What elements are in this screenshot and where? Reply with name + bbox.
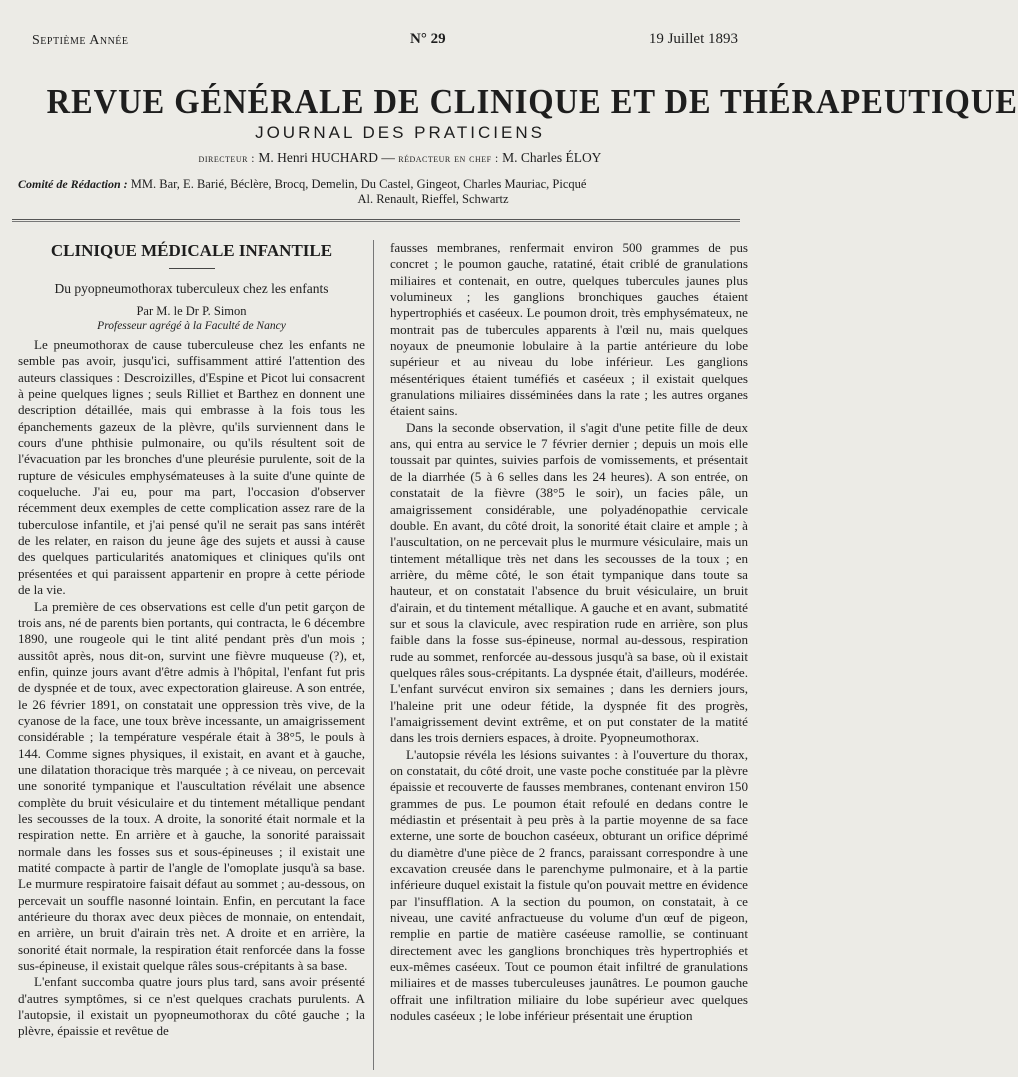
paragraph: L'autopsie révéla les lésions suivantes : à l'ouverture du thorax, on constatait, du côté droit, une vaste poche constituée par la plèvre épaissie et recouverte de fausses membranes, contenant environ 150 grammes de pus. Le poumon était refoulé en dedans contre le médiastin et présentait à peu près à la partie moyenne de sa face externe, une sorte de bouchon caséeux, obturant un orifice déprimé du diamètre d'une pièce de 2 francs, paraissant correspondre à une excavation creusée dans le parenchyme pulmonaire, et à la partie inférieure duquel existait la fistule qu'on pouvait mettre en évidence par l'insufflation. A la section du poumon, on constatait, à ce niveau, une cavité anfractueuse du volume d'un œuf de pigeon, remplie en partie de matière caséeuse ramollie, se continuant directement avec les ganglions bronchiques très hypertrophiés et eux-mêmes caséeux. Tout ce poumon était infiltré de granulations miliaires et de masses tuberculeuses jaunâtres. Le poumon gauche offrait une infiltration miliaire du lobe supérieur avec quelques nodules caséeux ; le lobe inférieur présentait une éruption <box>390 746 748 1024</box>
direction-dash: — <box>381 150 395 165</box>
editor-label: rédacteur en chef : <box>398 153 499 165</box>
paragraph: La première de ces observations est celle d'un petit garçon de trois ans, né de parents bien portants, qui contracta, le 6 décembre 1890, une rougeole qui le tint alité pendant près d'un mois ; aussitôt après, nous dit-on, survint une fièvre muqueuse (?), et, enfin, quinze jours avant d'être admis à l'hôpital, l'enfant fut pris de dyspnée et de toux, avec expectoration glaireuse. A son entrée, le 26 février 1891, on constatait une oppression très vive, de la cyanose de la face, une toux brève incessante, un amaigrissement considérable ; la température vespérale était à 38°5, le pouls à 144. Comme signes physiques, il existait, en avant et à gauche, une dilatation thoracique très marquée ; à ce niveau, on percevait une sonorité tympanique et l'auscultation révélait une absence complète du bruit vésiculaire et du tintement métallique pendant les secousses de la toux. A droite, la sonorité était normale et la respiration nette. En arrière et à gauche, la sonorité paraissait normale dans les fosses sus et sous-épineuses ; il existait une matité compacte à partir de l'angle de l'omoplate jusqu'à sa base. Le murmure respiratoire faisait défaut au sommet ; au-dessous, on percevait un souffle nasonné lointain. Enfin, en percutant la face antérieure du thorax avec deux pièces de monnaie, on entendait, en arrière, un bruit d'airain très net. A droite et en arrière, la sonorité était normale, la respiration était renforcée dans la fosse sus-épineuse, il existait quelque râles sous-crépitants à sa base. <box>18 598 365 974</box>
issue-date: 19 Juillet 1893 <box>648 31 738 47</box>
journal-title: REVUE GÉNÉRALE DE CLINIQUE ET DE THÉRAPEUTIQUE <box>46 82 1018 121</box>
committee-label: Comité de Rédaction : <box>18 177 128 191</box>
committee-members-line1: MM. Bar, E. Barié, Béclère, Brocq, Demelin, Du Castel, Gingeot, Charles Mauriac, Picqué <box>130 177 587 191</box>
author-affiliation: Professeur agrégé à la Faculté de Nancy <box>97 320 286 332</box>
section-title: CLINIQUE MÉDICALE INFANTILE <box>50 241 333 260</box>
direction-line <box>20 150 780 166</box>
paragraph: Le pneumothorax de cause tuberculeuse chez les enfants ne semble pas avoir, jusqu'ici, suffisamment attiré l'attention des auteurs classiques : Descroizilles, d'Espine et Picot lui consacrent à peine quelques lignes ; seuls Rilliet et Barthez en donnent une description détaillée, mais qui embrasse à la fois tous les épanchements gazeux de la plèvre, qu'ils surviennent dans le cours d'une phthisie pulmonaire, ou qu'ils résultent soit de l'évacuation par les bronches d'une pleurésie purulente, soit de la rupture de vésicules emphysémateuses à la suite d'une quinte de coqueluche. J'ai eu, pour ma part, l'occasion d'observer récemment deux exemples de cette complication assez rare de la tuberculose infantile, et j'ai pensé qu'il ne serait pas sans intérêt de les relater, en raison du jeune âge des sujets et aussi à cause des quelques particularités anatomiques et cliniques qu'ils ont présentées et qui paraissent appartenir en propre à cette période de la vie. <box>18 337 365 598</box>
left-column <box>18 240 365 1040</box>
director-name: M. Henri HUCHARD <box>258 150 379 165</box>
header-rule <box>12 219 740 222</box>
issue-header <box>32 31 740 51</box>
section-rule <box>169 268 215 269</box>
editorial-committee <box>18 177 788 207</box>
paragraph: L'enfant succomba quatre jours plus tard, sans avoir présenté d'autres symptômes, si ce n'est quelques crachats purulents. A l'autopsie, il existait un pyopneumothorax du côté gauche ; la plèvre, épaissie et revêtue de <box>18 974 365 1039</box>
journal-subtitle: JOURNAL DES PRATICIENS <box>255 123 545 142</box>
column-divider <box>373 240 374 1070</box>
paragraph: Dans la seconde observation, il s'agit d'une petite fille de deux ans, qui entra au service le 7 février dernier ; depuis un mois elle toussait par quintes, suivies parfois de vomissements, et présentait de la diarrhée (5 à 6 selles dans les 24 heures). A son entrée, on constatait de la fièvre (38°5 le soir), un facies pâle, un amaigrissement considérable, une polyadénopathie cervicale double. En avant, du côté droit, la sonorité était claire et ample ; à l'auscultation, on ne percevait plus le murmure vésiculaire, mais un tintement métallique très net dans les secousses de la toux ; en arrière, du même côté, le son était tympanique dans toute sa hauteur, et on constatait l'absence du bruit vésiculaire, un bruit d'airain, et du tintement métallique. A gauche et en avant, submatité sur et sous la clavicule, avec respiration rude en arrière, son plus faible dans la fosse sus-épineuse, normal au-dessous, respiration rude au sommet, renforcée au-dessous jusqu'à sa base, où il existait quelques râles sous-crépitants. La dyspnée était, d'ailleurs, modérée. L'enfant survécut environ six semaines ; dans les derniers jours, l'haleine prit une odeur fétide, la dyspnée fit des progrès, l'amaigrissement devint extrême, et on put constater de la matité dans les trois derniers espaces, à droite. Pyopneumothorax. <box>390 419 748 746</box>
article-byline: Par M. le Dr P. Simon <box>136 304 247 318</box>
editor-name: M. Charles ÉLOY <box>502 150 602 165</box>
director-label: directeur : <box>198 153 256 165</box>
article-title: Du pyopneumothorax tuberculeux chez les enfants <box>54 281 329 296</box>
paragraph: fausses membranes, renfermait environ 500 grammes de pus concret ; le poumon gauche, ratatiné, était criblé de granulations miliaires et contenait, en outre, quelques tubercules jaunes plus volumineux ; les ganglions bronchiques gauches étaient hypertrophiés et caséeux. Le poumon droit, très emphysémateux, ne montrait pas de tubercules apparents à l'œil nu, mais quelques noyaux de pneumonie lobulaire à la partie antérieure du lobe supérieur et au niveau du lobe inférieur. Les ganglions mésentériques étaient tuméfiés et caséeux ; il existait quelques granulations miliaires disséminées dans la rate ; les autres organes étaient sains. <box>390 240 748 419</box>
committee-members-line2: Al. Renault, Rieffel, Schwartz <box>357 192 509 206</box>
issue-number: N° 29 <box>410 31 446 47</box>
right-column <box>390 240 748 1025</box>
edition-label: Septième Année <box>32 33 129 48</box>
